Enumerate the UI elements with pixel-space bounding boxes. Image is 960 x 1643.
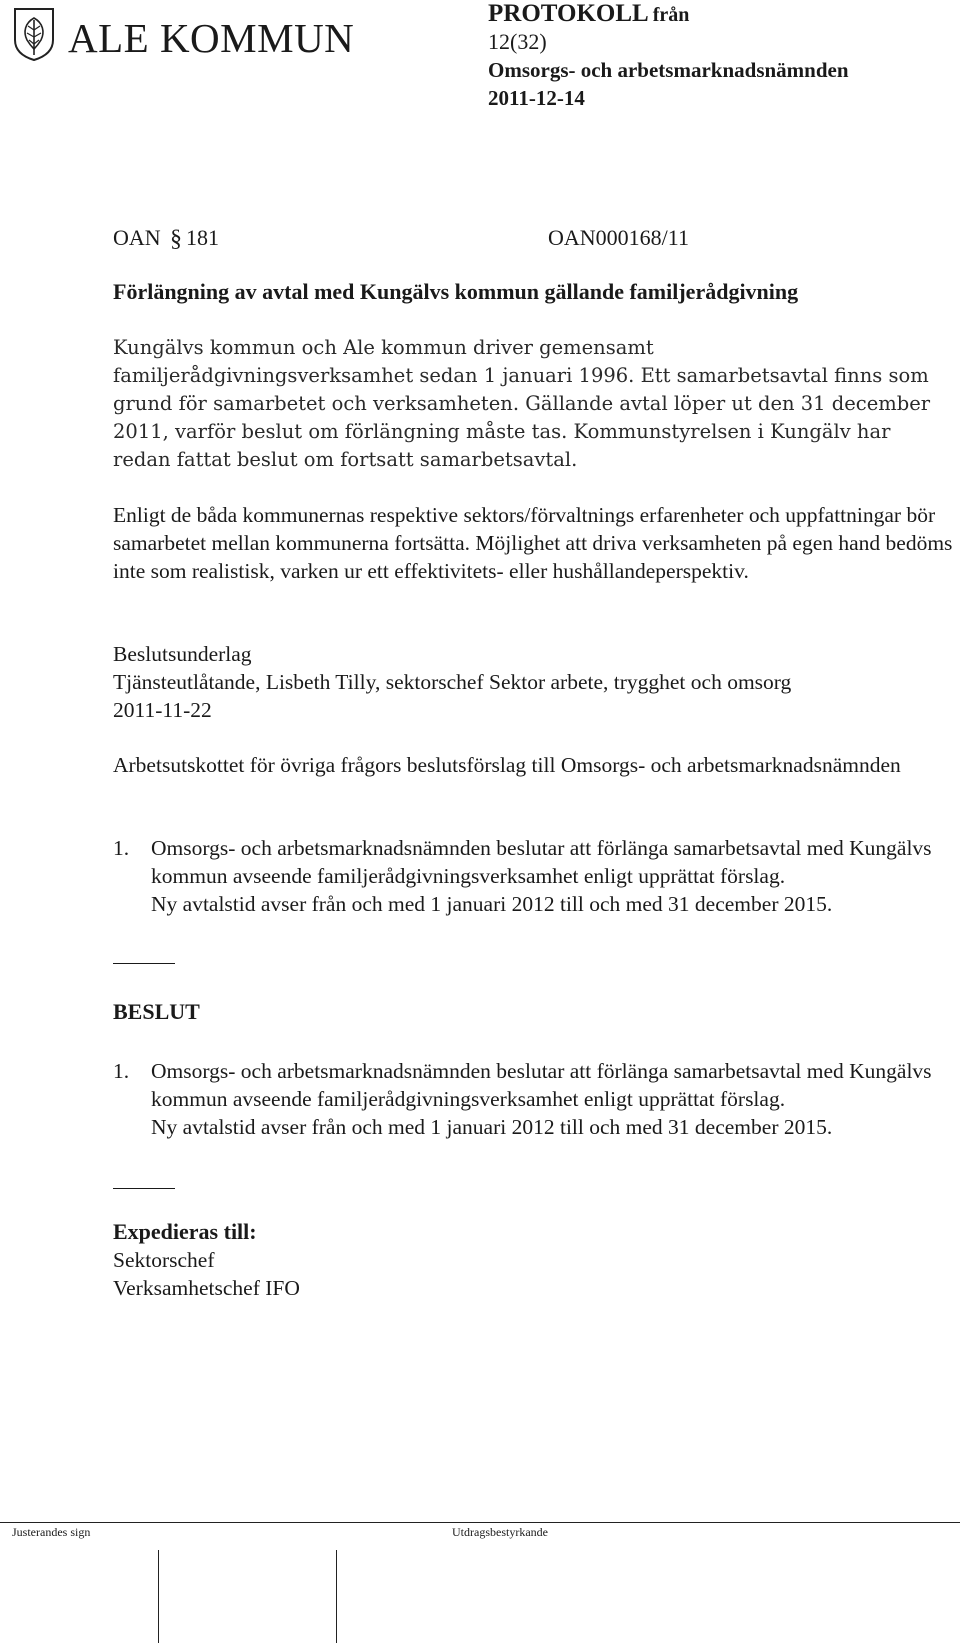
section-number: 181 xyxy=(186,225,219,250)
decision-list xyxy=(113,1057,953,1141)
list-item xyxy=(113,834,953,918)
list-number: 1. xyxy=(113,1059,130,1083)
protocol-title-line xyxy=(488,0,849,28)
meeting-date: 2011-12-14 xyxy=(488,86,585,110)
divider xyxy=(113,1188,175,1189)
document-header xyxy=(488,0,849,112)
au-proposal-intro: Arbetsutskottet för övriga frågors beslutsförslag till Omsorgs- och arbetsmarknadsnämnden xyxy=(113,753,901,777)
signature-box-divider xyxy=(158,1550,159,1643)
dispatch-recipient: Verksamhetschef IFO xyxy=(113,1276,300,1300)
protocol-title: PROTOKOLL xyxy=(488,0,649,27)
basis-title: Beslutsunderlag xyxy=(113,642,252,666)
proposal-list xyxy=(113,834,953,918)
basis-date: 2011-11-22 xyxy=(113,698,212,722)
footer-rule xyxy=(0,1522,960,1523)
leaf-shield-icon xyxy=(12,6,56,62)
basis-item: Tjänsteutlåtande, Lisbeth Tilly, sektorschef Sektor arbete, trygghet och omsorg xyxy=(113,670,792,694)
page-number: 12(32) xyxy=(488,29,547,54)
decision-text: Omsorgs- och arbetsmarknadsnämnden beslutar att förlänga samarbetsavtal med Kungälvs kommun avseende familjerådgivningsverksamhet enligt upprättat förslag. xyxy=(151,1059,932,1111)
section-sign: § xyxy=(170,226,182,252)
dispatch-recipient: Sektorschef xyxy=(113,1248,215,1272)
background-paragraph: Kungälvs kommun och Ale kommun driver gemensamt familjerådgivningsverksamhet sedan 1 januari 1996. Ett samarbetsavtal finns som grund för samarbetet och verksamheten. Gällande avtal löper ut den 31 december 2011, varför beslut om förlängning måste tas. Kommunstyrelsen i Kungälv har redan fattat beslut om fortsatt samarbetsavtal. xyxy=(113,336,931,471)
item-heading: Förlängning av avtal med Kungälvs kommun gällande familjerådgivning xyxy=(113,279,799,304)
case-reference: OAN000168/11 xyxy=(548,225,689,250)
decision-period: Ny avtalstid avser från och med 1 januari 2012 till och med 31 december 2015. xyxy=(151,1115,833,1139)
dispatch-title: Expedieras till: xyxy=(113,1219,257,1244)
signature-label: Justerandes sign xyxy=(12,1525,91,1539)
list-item xyxy=(113,1057,953,1141)
proposal-text: Omsorgs- och arbetsmarknadsnämnden beslutar att förlänga samarbetsavtal med Kungälvs kommun avseende familjerådgivningsverksamhet enligt upprättat förslag. xyxy=(151,836,932,888)
list-text xyxy=(151,834,953,918)
case-prefix: OAN xyxy=(113,225,161,250)
proposal-period: Ny avtalstid avser från och med 1 januari 2012 till och med 31 december 2015. xyxy=(151,892,833,916)
decision-title: BESLUT xyxy=(113,999,200,1024)
municipality-name: ALE KOMMUN xyxy=(68,15,355,61)
list-text xyxy=(151,1057,953,1141)
committee-name: Omsorgs- och arbetsmarknadsnämnden xyxy=(488,58,849,82)
assessment-paragraph: Enligt de båda kommunernas respektive sektors/förvaltnings erfarenheter och uppfattningar bör samarbetet mellan kommunerna fortsätta. Möjlighet att driva verksamheten på egen hand bedöms inte som realistisk, varken ur ett effektivitets- eller hushållandeperspektiv. xyxy=(113,503,953,583)
divider xyxy=(113,963,175,964)
protocol-suffix: från xyxy=(652,4,690,26)
list-number: 1. xyxy=(113,836,130,860)
certified-label: Utdragsbestyrkande xyxy=(452,1525,548,1539)
signature-box-divider xyxy=(336,1550,337,1643)
